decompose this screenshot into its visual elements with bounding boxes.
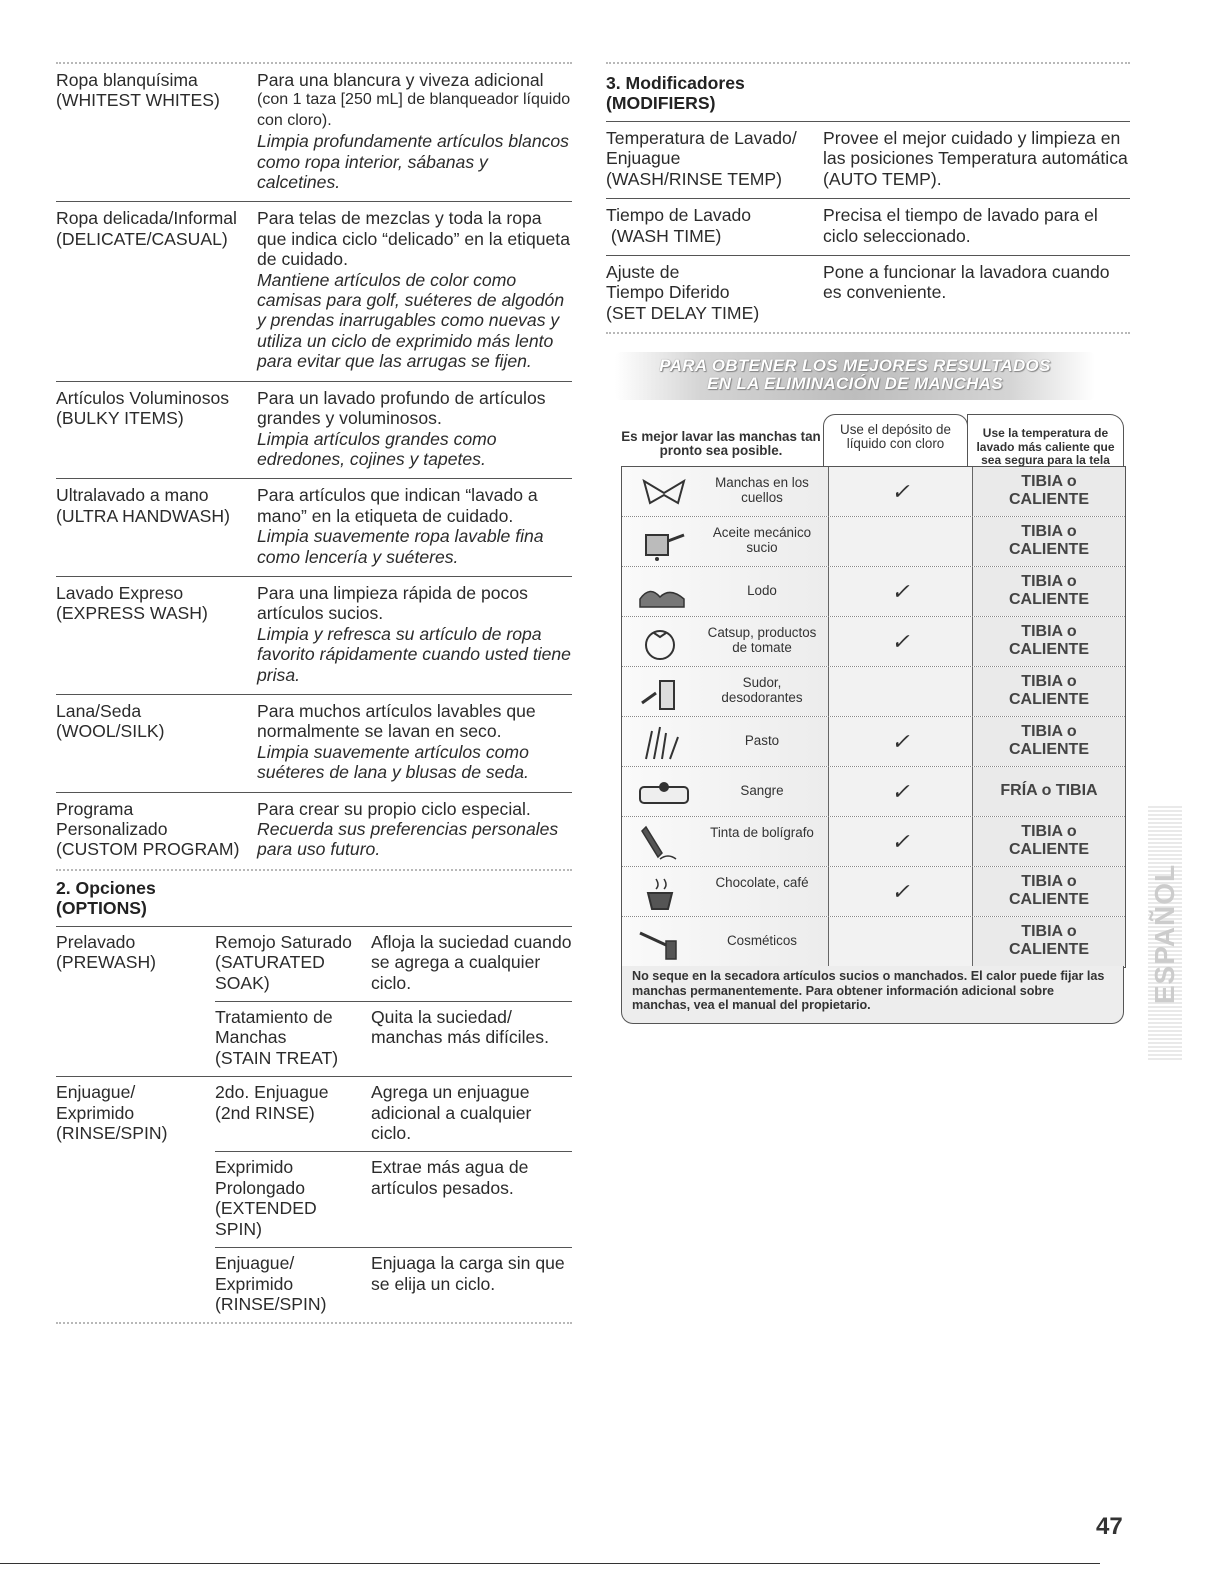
stain-bleach-cell (829, 617, 973, 666)
stain-type-cell (622, 817, 829, 866)
cycle-description (257, 70, 572, 192)
stain-name: Cosméticos (727, 933, 797, 948)
stain-temperature: TIBIA o CALIENTE (973, 667, 1125, 716)
cycle-name: Ultralavado a mano (ULTRA HANDWASH) (56, 485, 230, 526)
cycle-description (257, 485, 572, 567)
modifier-row (606, 122, 1130, 198)
modifier-name: Tiempo de Lavado (WASH TIME) (606, 205, 752, 246)
cycle-description (257, 701, 572, 783)
check-icon: ✓ (891, 479, 910, 504)
coffee-cup-icon (636, 873, 692, 911)
cycle-desc-text: Para un lavado profundo de artículos grandes y voluminosos. (257, 387, 546, 429)
stain-name: Manchas en los cuellos (715, 475, 809, 505)
option-name: 2do. Enjuague (2nd RINSE) (215, 1082, 329, 1123)
stain-bleach-cell (829, 567, 973, 616)
stain-row (622, 467, 1125, 516)
stain-head-temperature: Use la temperatura de lavado más caliente que sea segura para la tela (967, 414, 1124, 467)
stain-temperature: TIBIA o CALIENTE (973, 467, 1125, 516)
option-row (56, 1002, 572, 1076)
option-description: Extrae más agua de artículos pesados. (371, 1157, 529, 1198)
stain-row (622, 616, 1125, 666)
option-description: Agrega un enjuague adicional a cualquier ciclo. (371, 1082, 532, 1144)
stain-name: Tinta de bolígrafo (710, 825, 814, 840)
stain-head-asap: Es mejor lavar las manchas tan pronto sea posible. (621, 429, 821, 458)
stain-banner (615, 352, 1095, 400)
right-column (606, 62, 1130, 334)
stain-row (622, 716, 1125, 766)
stain-row (622, 666, 1125, 716)
option-name: Exprimido Prolongado (EXTENDED SPIN) (215, 1157, 317, 1239)
cycle-name: Lavado Expreso (EXPRESS WASH) (56, 582, 208, 624)
lipstick-icon (636, 923, 692, 961)
option-description: Afloja la suciedad cuando se agrega a cualquier ciclo. (371, 931, 572, 993)
option-group (56, 1253, 215, 1314)
stain-row (622, 516, 1125, 566)
modifier-row (606, 199, 1130, 255)
cycle-desc-benefit: Mantiene artículos de color como camisas para golf, suéteres de algodón y prendas inarrugables como nuevas y utiliza un ciclo de exprimido más lento para evitar que las arrugas se fijen. (257, 269, 565, 372)
banner-line-2: EN LA ELIMINACIÓN DE MANCHAS (707, 374, 1003, 393)
option-group (56, 1157, 215, 1239)
cycle-name: Ropa delicada/Informal (DELICATE/CASUAL) (56, 208, 237, 249)
cycle-name: Ropa blanquísima (WHITEST WHITES) (56, 70, 220, 111)
side-tab-label: ESPAÑOL (1149, 863, 1180, 1005)
stain-name: Lodo (747, 583, 777, 598)
stain-bleach-cell (829, 667, 973, 716)
cycle-description (257, 799, 572, 860)
cycle-desc-text: Para muchos artículos lavables que normalmente se lavan en seco. (257, 700, 536, 742)
cycle-row (56, 793, 572, 869)
stain-type-cell (622, 617, 829, 666)
bottom-rule (0, 1563, 1100, 1564)
stain-name: Catsup, productos de tomate (707, 625, 817, 655)
page-number: 47 (1096, 1513, 1123, 1540)
stain-row (622, 566, 1125, 616)
cycle-desc-text: Para artículos que indican “lavado a mano” en la etiqueta de cuidado. (257, 485, 538, 526)
tomato-icon (636, 623, 692, 661)
option-row (56, 927, 572, 1001)
option-name: Enjuague/ Exprimido (RINSE/SPIN) (215, 1253, 327, 1314)
cycle-name: Lana/Seda (WOOL/SILK) (56, 700, 165, 742)
stain-bleach-cell (829, 767, 973, 816)
deodorant-icon (636, 673, 692, 711)
stain-head-bleach: Use el depósito de líquido con cloro (823, 414, 968, 467)
stain-footer-note: No seque en la secadora artículos sucios o manchados. El calor puede fijar las manchas permanentemente. Para obtener información adicional sobre manchas, vea el manual del propietario. (621, 966, 1124, 1024)
modifier-description: Provee el mejor cuidado y limpieza en las posiciones Temperatura automática (AUTO TEMP). (823, 128, 1128, 189)
option-group: Prelavado (PREWASH) (56, 931, 157, 973)
stain-removal-chart (621, 414, 1126, 1026)
stain-type-cell (622, 517, 829, 566)
stain-bleach-cell (829, 517, 973, 566)
modifier-description: Pone a funcionar la lavadora cuando es conveniente. (823, 262, 1110, 303)
stain-temperature: TIBIA o CALIENTE (973, 867, 1125, 916)
stain-type-cell (622, 667, 829, 716)
left-column (56, 62, 572, 1324)
grass-icon (636, 723, 692, 761)
stain-type-cell (622, 717, 829, 766)
stain-temperature: TIBIA o CALIENTE (973, 717, 1125, 766)
cycle-row (56, 64, 572, 201)
pen-icon (636, 823, 692, 861)
cycle-desc-text: Para una blancura y viveza adicional (257, 70, 544, 90)
cycle-desc-benefit: Limpia profundamente artículos blancos como ropa interior, sábanas y calcetines. (257, 131, 569, 193)
stain-temperature: TIBIA o CALIENTE (973, 817, 1125, 866)
option-name: Remojo Saturado (SATURATED SOAK) (215, 931, 352, 993)
stain-type-cell (622, 867, 829, 916)
stain-temperature: TIBIA o CALIENTE (973, 617, 1125, 666)
stain-bleach-cell (829, 717, 973, 766)
option-row (56, 1152, 572, 1247)
cycle-row (56, 479, 572, 576)
option-name: Tratamiento de Manchas (STAIN TREAT) (215, 1007, 339, 1068)
stain-name: Sangre (740, 783, 784, 798)
stain-grid (621, 466, 1126, 968)
cycle-row (56, 382, 572, 479)
cycle-description (257, 388, 572, 470)
stain-type-cell (622, 917, 829, 966)
option-row (56, 1077, 572, 1151)
check-icon: ✓ (891, 779, 910, 804)
stain-temperature: TIBIA o CALIENTE (973, 517, 1125, 566)
mud-icon (636, 573, 692, 611)
cycle-desc-note: (con 1 taza [250 mL] de blanqueador líquido con cloro). (257, 91, 571, 129)
stain-name: Aceite mecánico sucio (712, 525, 812, 555)
cycle-desc-benefit: Limpia suavemente artículos como suéteres de lana y blusas de seda. (257, 741, 529, 783)
modifier-row (606, 256, 1130, 332)
stain-bleach-cell (829, 867, 973, 916)
bandage-icon (636, 773, 692, 811)
modifier-name: Ajuste de Tiempo Diferido (SET DELAY TIME) (606, 262, 760, 323)
cycle-name: Artículos Voluminosos (BULKY ITEMS) (56, 387, 230, 429)
cycle-desc-benefit: Recuerda sus preferencias personales para uso futuro. (257, 819, 559, 860)
check-icon: ✓ (891, 729, 910, 754)
check-icon: ✓ (891, 579, 910, 604)
modifier-description: Precisa el tiempo de lavado para el ciclo seleccionado. (823, 205, 1098, 246)
shirt-collar-icon (636, 473, 692, 511)
cycle-description (257, 583, 572, 685)
stain-temperature: TIBIA o CALIENTE (973, 567, 1125, 616)
banner-line-1: PARA OBTENER LOS MEJORES RESULTADOS (659, 356, 1051, 375)
stain-temperature: FRÍA o TIBIA (973, 767, 1125, 816)
check-icon: ✓ (891, 629, 910, 654)
option-description: Quita la suciedad/ manchas más difíciles. (371, 1007, 549, 1048)
oil-can-icon (636, 523, 692, 561)
stain-type-cell (622, 567, 829, 616)
options-table (56, 927, 572, 1323)
stain-bleach-cell (829, 817, 973, 866)
check-icon: ✓ (891, 879, 910, 904)
cycle-desc-benefit: Limpia y refresca su artículo de ropa favorito rápidamente cuando usted tiene prisa. (257, 623, 571, 685)
cycles-table (56, 64, 572, 869)
stain-type-cell (622, 767, 829, 816)
stain-temperature: TIBIA o CALIENTE (973, 917, 1125, 966)
cycle-desc-text: Para crear su propio ciclo especial. (257, 798, 531, 819)
stain-bleach-cell (829, 467, 973, 516)
cycle-name: Programa Personalizado (CUSTOM PROGRAM) (56, 798, 240, 860)
options-title: 2. Opciones (OPTIONS) (56, 877, 156, 918)
cycle-row (56, 695, 572, 792)
modifiers-title: 3. Modificadores (MODIFIERS) (606, 73, 745, 113)
stain-row (622, 816, 1125, 866)
option-row (56, 1248, 572, 1322)
cycle-description (257, 208, 572, 371)
language-side-tab (1148, 806, 1182, 1062)
stain-row (622, 866, 1125, 916)
stain-row (622, 766, 1125, 816)
cycle-desc-benefit: Limpia artículos grandes como edredones, cojines y tapetes. (257, 428, 497, 469)
cycle-row (56, 577, 572, 694)
option-description: Enjuaga la carga sin que se elija un ciclo. (371, 1253, 565, 1294)
option-group (56, 1007, 215, 1068)
check-icon: ✓ (891, 829, 910, 854)
cycle-row (56, 202, 572, 380)
cycle-desc-text: Para telas de mezclas y toda la ropa que indica ciclo “delicado” en la etiqueta de cuidado. (257, 208, 570, 270)
stain-type-cell (622, 467, 829, 516)
stain-name: Sudor, desodorantes (721, 675, 803, 705)
stain-row (622, 916, 1125, 966)
modifiers-end-rule (606, 332, 1130, 334)
option-group: Enjuague/ Exprimido (RINSE/SPIN) (56, 1082, 168, 1144)
cycle-desc-benefit: Limpia suavemente ropa lavable fina como lencería y suéteres. (257, 526, 544, 567)
options-end-rule (56, 1322, 572, 1324)
stain-name: Chocolate, café (715, 875, 809, 890)
modifiers-table (606, 122, 1130, 332)
stain-bleach-cell (829, 917, 973, 966)
stain-name: Pasto (744, 733, 780, 748)
modifier-name: Temperatura de Lavado/ Enjuague (WASH/RINSE TEMP) (606, 128, 797, 189)
cycle-desc-text: Para una limpieza rápida de pocos artículos sucios. (257, 582, 528, 624)
